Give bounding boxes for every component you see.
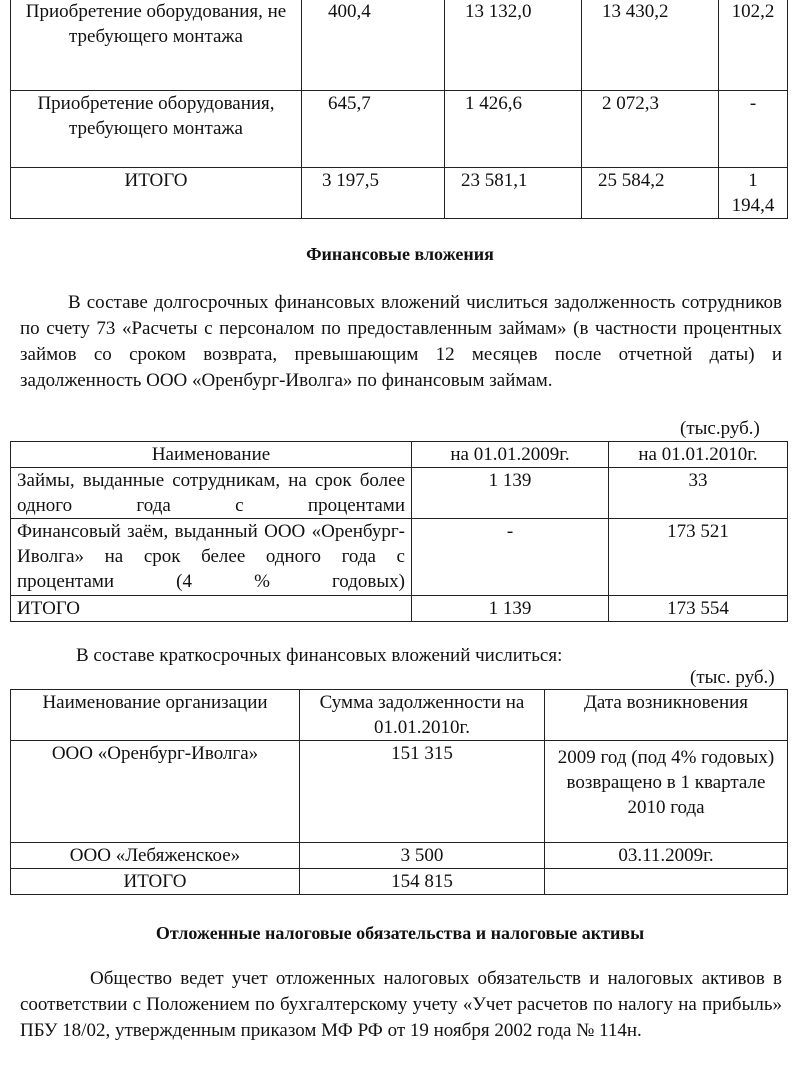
table-row: [11, 168, 788, 219]
row-value: 151 315: [300, 741, 545, 843]
table-row: [11, 843, 788, 869]
section-heading: Отложенные налоговые обязательства и налоговые активы: [155, 923, 645, 943]
row-date: 03.11.2009г.: [545, 843, 788, 869]
row-name: ИТОГО: [11, 596, 412, 622]
table-row: [11, 0, 788, 91]
table-row: [11, 91, 788, 168]
column-header: Наименование организации: [11, 690, 300, 741]
table-row: [11, 468, 788, 519]
unit-label: (тыс. руб.): [690, 667, 775, 688]
row-value: -: [412, 519, 609, 596]
row-value: 645,7: [302, 91, 445, 168]
row-date: [545, 869, 788, 895]
section-heading: Финансовые вложения: [306, 244, 494, 264]
row-name: ИТОГО: [11, 168, 302, 219]
table-row: [11, 741, 788, 843]
table-row: [11, 869, 788, 895]
paragraph-text: В составе краткосрочных финансовых вложений числиться:: [76, 645, 563, 666]
unit-label: (тыс.руб.): [680, 418, 760, 439]
row-value: 102,2: [719, 0, 788, 91]
row-value: 13 430,2: [582, 0, 719, 91]
table-header-row: [11, 442, 788, 468]
column-header: Дата возникновения: [545, 690, 788, 741]
row-value: 173 554: [609, 596, 788, 622]
row-value: 1 194,4: [719, 168, 788, 219]
paragraph: [20, 643, 782, 669]
table-row: [11, 596, 788, 622]
paragraph-text: В составе долгосрочных финансовых вложений числиться задолженность сотрудников по счету 73 «Расчеты с персоналом по предоставленным займам» (в частности процентных займов со сроком возврата, превышающим 12 месяцев после отчетной даты) и задолженность ООО «Оренбург-Иволга» по финансовым займам.: [20, 292, 782, 391]
row-value: 33: [609, 468, 788, 519]
row-value: 1 139: [412, 468, 609, 519]
row-value: 13 132,0: [445, 0, 582, 91]
row-value: 23 581,1: [445, 168, 582, 219]
row-name: ООО «Оренбург-Иволга»: [11, 741, 300, 843]
paragraph: [20, 966, 782, 1044]
row-value: 173 521: [609, 519, 788, 596]
row-value: 3 500: [300, 843, 545, 869]
row-name: ИТОГО: [11, 869, 300, 895]
row-name: Займы, выданные сотрудникам, на срок более одного года с процентами: [11, 468, 412, 519]
capital-investments-table: [10, 0, 788, 219]
paragraph-text: Общество ведет учет отложенных налоговых обязательств и налоговых активов в соответствии с Положением по бухгалтерскому учету «Учет расчетов по налогу на прибыль» ПБУ 18/02, утвержденным приказом МФ РФ от 19 ноября 2002 года № 114н.: [20, 968, 782, 1041]
row-value: -: [719, 91, 788, 168]
row-value: 1 139: [412, 596, 609, 622]
row-name: Финансовый заём, выданный ООО «Оренбург-Иволга» на срок белее одного года с процентами (4 % годовых): [11, 519, 412, 596]
row-value: 400,4: [302, 0, 445, 91]
column-header: Наименование: [11, 442, 412, 468]
column-header: Сумма задолженности на 01.01.2010г.: [300, 690, 545, 741]
table-row: [11, 519, 788, 596]
row-name: Приобретение оборудования, требующего монтажа: [11, 91, 302, 168]
row-name: Приобретение оборудования, не требующего монтажа: [11, 0, 302, 91]
column-header: на 01.01.2010г.: [609, 442, 788, 468]
row-date: 2009 год (под 4% годовых) возвращено в 1 квартале 2010 года: [545, 741, 788, 843]
table-header-row: [11, 690, 788, 741]
row-value: 2 072,3: [582, 91, 719, 168]
row-value: 1 426,6: [445, 91, 582, 168]
paragraph: [20, 290, 782, 394]
row-name: ООО «Лебяженское»: [11, 843, 300, 869]
row-value: 25 584,2: [582, 168, 719, 219]
row-value: 154 815: [300, 869, 545, 895]
short-term-investments-table: [10, 689, 788, 895]
row-value: 3 197,5: [302, 168, 445, 219]
long-term-investments-table: [10, 441, 788, 622]
column-header: на 01.01.2009г.: [412, 442, 609, 468]
